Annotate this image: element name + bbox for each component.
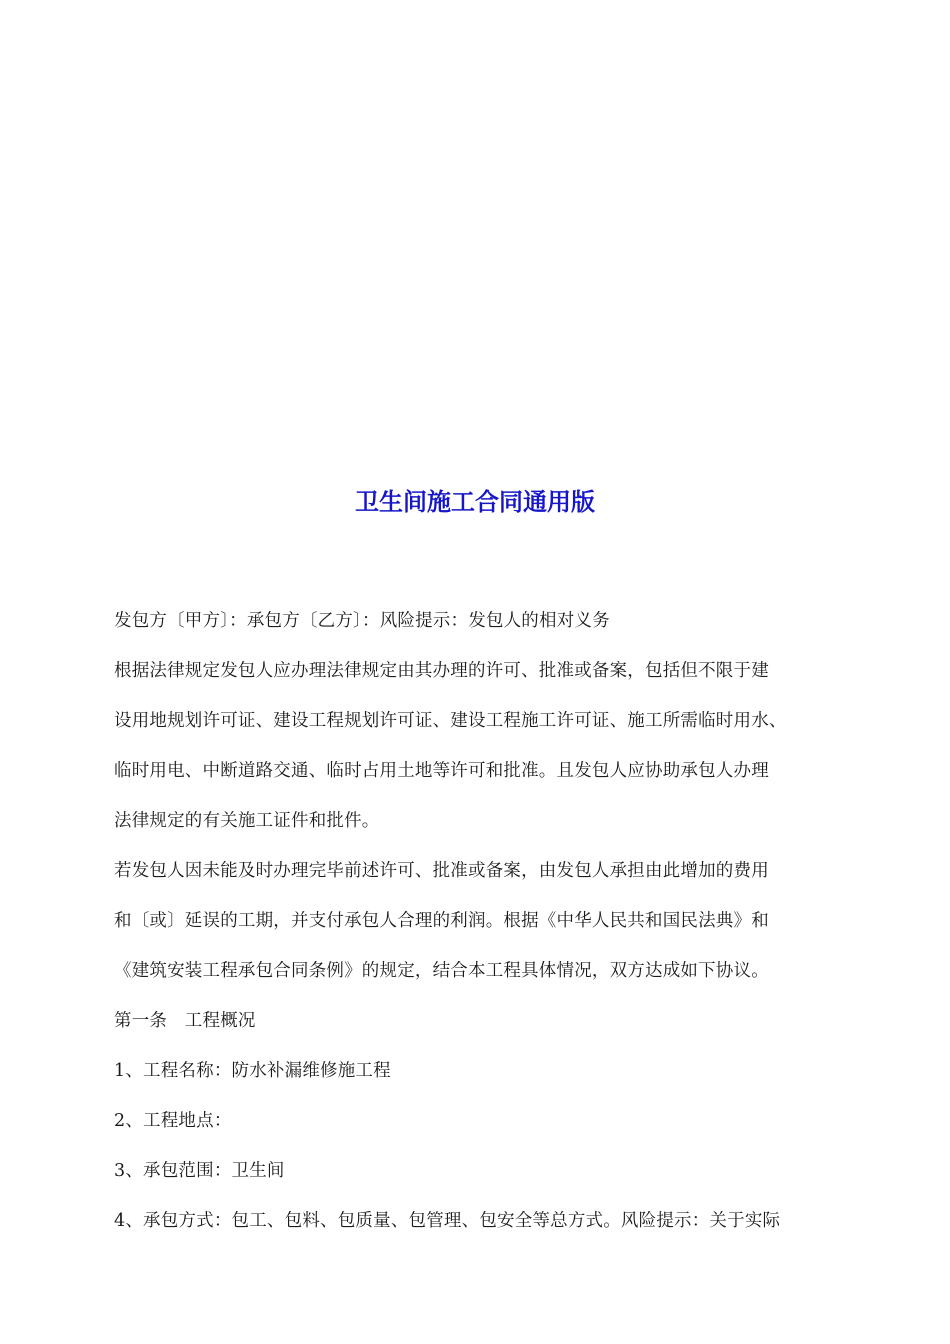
body-line: 根据法律规定发包人应办理法律规定由其办理的许可、批准或备案，包括但不限于建 bbox=[114, 661, 769, 681]
body-line: 《建筑安装工程承包合同条例》的规定，结合本工程具体情况，双方达成如下协议。 bbox=[114, 961, 769, 981]
body-line: 设用地规划许可证、建设工程规划许可证、建设工程施工许可证、施工所需临时用水、 bbox=[114, 711, 787, 731]
article-heading: 第一条 工程概况 bbox=[114, 1011, 256, 1031]
body-line: 若发包人因未能及时办理完毕前述许可、批准或备案，由发包人承担由此增加的费用 bbox=[114, 861, 769, 881]
body-line-party-info: 发包方〔甲方〕：承包方〔乙方〕：风险提示：发包人的相对义务 bbox=[114, 611, 610, 631]
body-line: 临时用电、中断道路交通、临时占用土地等许可和批准。且发包人应协助承包人办理 bbox=[114, 761, 769, 781]
document-body bbox=[114, 596, 854, 1246]
document-title: 卫生间施工合同通用版 bbox=[355, 488, 595, 516]
clause-project-name: 1、工程名称：防水补漏维修施工程 bbox=[114, 1061, 391, 1081]
body-line: 法律规定的有关施工证件和批件。 bbox=[114, 811, 380, 831]
clause-contract-scope: 3、承包范围：卫生间 bbox=[114, 1161, 285, 1181]
body-line: 和〔或〕延误的工期，并支付承包人合理的利润。根据《中华人民共和国民法典》和 bbox=[114, 911, 769, 931]
clause-contract-method: 4、承包方式：包工、包料、包质量、包管理、包安全等总方式。风险提示：关于实际 bbox=[114, 1211, 781, 1231]
clause-project-location: 2、工程地点： bbox=[114, 1111, 232, 1131]
